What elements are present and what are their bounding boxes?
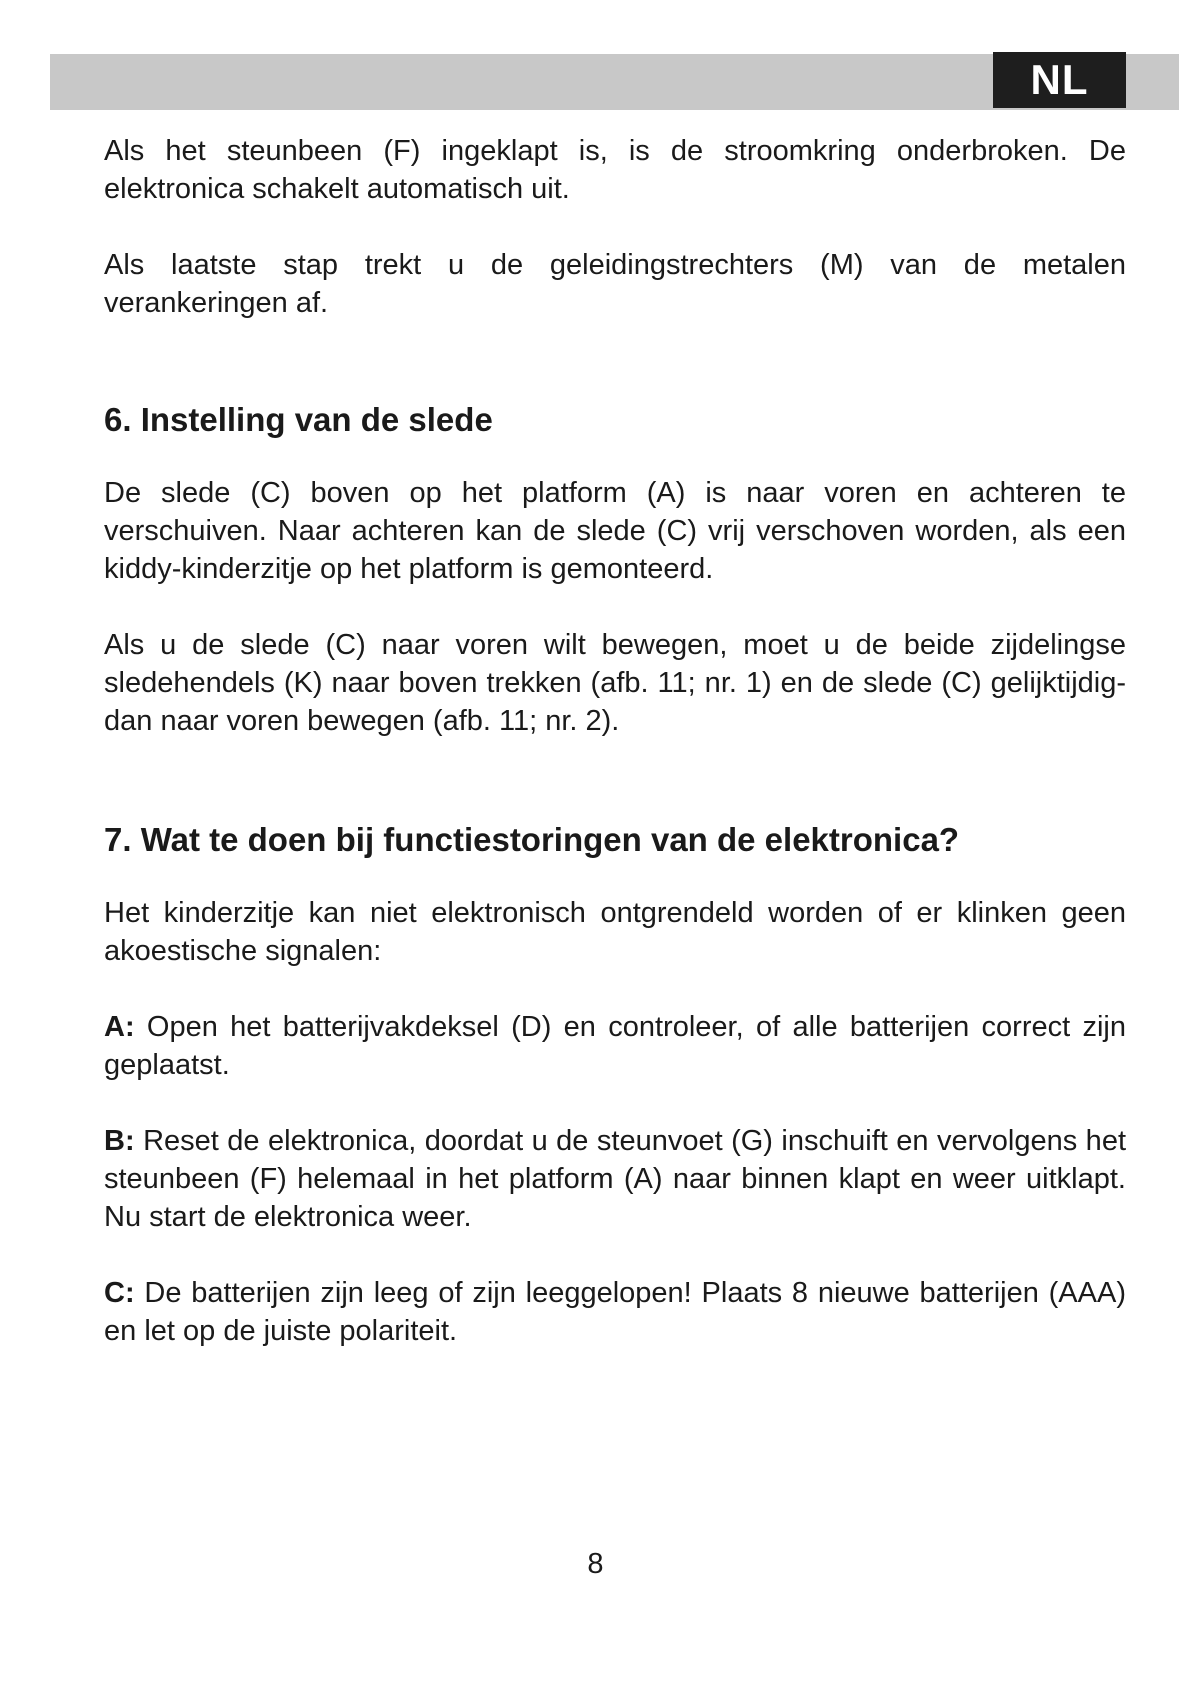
section-7-intro: Het kinderzitje kan niet elektronisch ontgrendeld worden of er klinken geen akoestische signalen: <box>104 897 1126 967</box>
item-a-text: Open het batterijvakdeksel (D) en controleer, of alle batterijen correct zijn geplaatst. <box>104 1011 1126 1081</box>
section-6-heading: 6. Instelling van de slede <box>104 401 493 438</box>
item-c-text: De batterijen zijn leeg of zijn leeggelopen! Plaats 8 nieuwe batterijen (AAA) en let op de juiste polariteit. <box>104 1277 1126 1347</box>
intro-paragraph-2: Als laatste stap trekt u de geleidingstrechters (M) van de metalen verankeringen af. <box>104 249 1126 319</box>
page-content <box>104 132 1126 1350</box>
language-badge: NL <box>993 52 1126 108</box>
section-6-paragraph-1: De slede (C) boven op het platform (A) is naar voren en achteren te verschuiven. Naar achteren kan de slede (C) vrij verschoven worden, als een kiddy-kinderzitje op het platform is gemonteerd. <box>104 477 1126 585</box>
troubleshoot-item-b <box>104 1122 1126 1236</box>
intro-paragraph-1: Als het steunbeen (F) ingeklapt is, is de stroomkring onderbroken. De elektronica schakelt automatisch uit. <box>104 135 1126 205</box>
page-number: 8 <box>587 1548 604 1580</box>
item-a-label: A: <box>104 1011 135 1043</box>
item-c-label: C: <box>104 1277 135 1309</box>
section-7-heading: 7. Wat te doen bij functiestoringen van de elektronica? <box>104 821 960 858</box>
troubleshoot-item-a <box>104 1008 1126 1084</box>
section-6-paragraph-2: Als u de slede (C) naar voren wilt bewegen, moet u de beide zijdelingse sledehendels (K) naar boven trekken (afb. 11; nr. 1) en de slede (C) gelijktijdig-dan naar voren bewegen (afb. 11; nr. 2). <box>104 629 1126 737</box>
item-b-label: B: <box>104 1125 135 1157</box>
item-b-text: Reset de elektronica, doordat u de steunvoet (G) inschuift en vervolgens het steunbeen (F) helemaal in het platform (A) naar binnen klapt en weer uitklapt. Nu start de elektronica weer. <box>104 1125 1126 1233</box>
troubleshoot-item-c <box>104 1274 1126 1350</box>
